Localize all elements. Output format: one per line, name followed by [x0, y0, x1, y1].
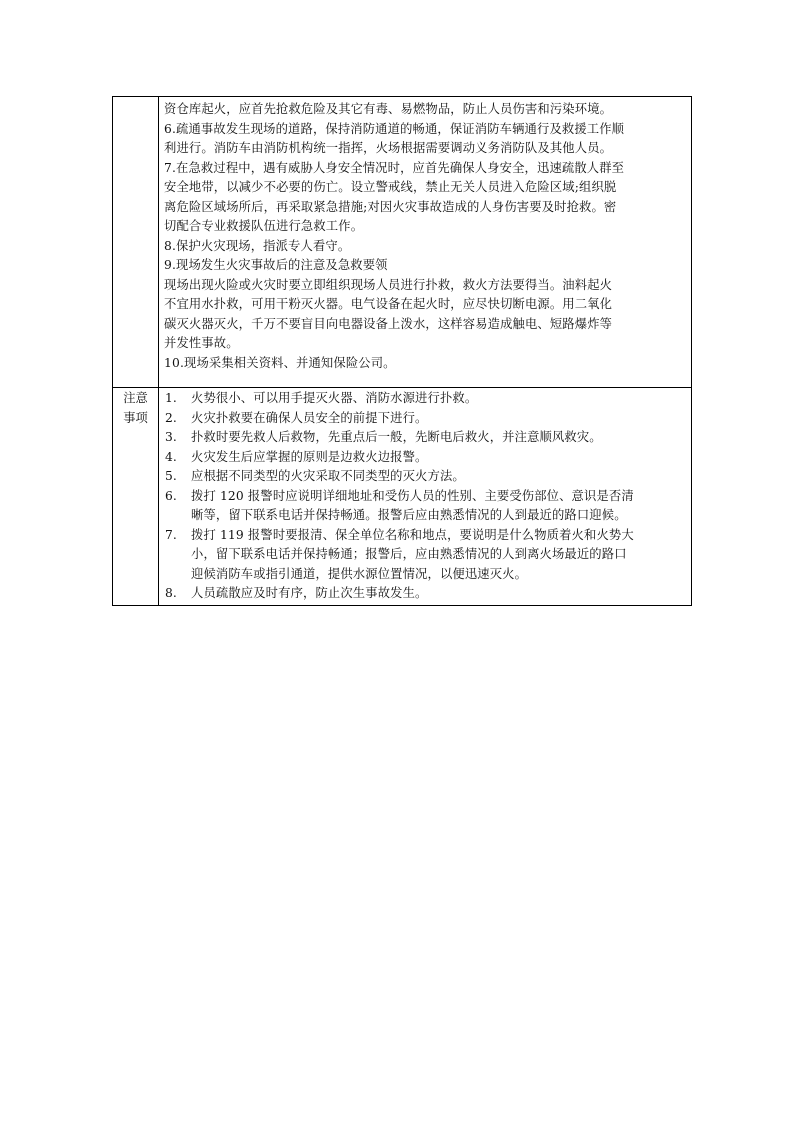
note-number: 6.	[165, 488, 177, 503]
procedure-line: 利进行。消防车由消防机构统一指挥，火场根据需要调动义务消防队及其他人员。	[164, 141, 613, 155]
notes-label-cell	[113, 388, 159, 606]
note-line: 火灾扑救要在确保人员安全的前提下进行。	[191, 410, 428, 425]
note-item	[165, 409, 685, 429]
note-line: 小，留下联系电话并保持畅通；报警后，应由熟悉情况的人到离火场最近的路口	[191, 547, 627, 561]
note-line: 人员疏散应及时有序，防止次生事故发生。	[191, 586, 428, 600]
note-item	[165, 487, 685, 526]
procedure-line: 资仓库起火，应首先抢救危险及其它有毒、易燃物品，防止人员伤害和污染环境。	[164, 102, 613, 116]
note-item	[165, 389, 685, 409]
procedure-line: 10.现场采集相关资料、并通知保险公司。	[164, 355, 396, 370]
note-item	[165, 428, 685, 448]
procedure-line: 7.在急救过程中，遇有威胁人身安全情况时，应首先确保人身安全，迅速疏散人群至	[164, 160, 625, 175]
table-row-notes	[113, 388, 692, 606]
note-number: 5.	[165, 469, 177, 483]
note-item	[165, 526, 685, 585]
note-number: 3.	[165, 430, 177, 444]
note-line: 扑救时要先救人后救物，先重点后一般，先断电后救火，并注意顺风救灾。	[191, 430, 602, 444]
note-line: 拨打 120 报警时应说明详细地址和受伤人员的性别、主要受伤部位、意识是否清	[191, 488, 634, 503]
procedure-line: 9.现场发生火灾事故后的注意及急救要领	[164, 258, 388, 272]
note-number: 7.	[165, 527, 177, 542]
procedure-line: 切配合专业救援队伍进行急救工作。	[164, 219, 364, 233]
procedure-line: 离危险区域场所后，再采取紧急措施;对因火灾事故造成的人身伤害要及时抢救。密	[164, 199, 617, 214]
note-number: 8.	[165, 586, 177, 600]
note-number: 4.	[165, 449, 177, 464]
procedures-cell	[159, 97, 692, 388]
procedure-line: 碳灭火器灭火，千万不要盲目向电器设备上泼水，这样容易造成触电、短路爆炸等	[164, 316, 613, 331]
notes-cell	[159, 388, 692, 606]
notes-label-line: 事项	[123, 410, 148, 425]
note-item	[165, 584, 685, 604]
note-item	[165, 448, 685, 468]
procedure-line: 不宜用水扑救，可用干粉灭火器。电气设备在起火时，应尽快切断电源。用二氧化	[164, 297, 613, 311]
notes-label-line: 注意	[123, 391, 148, 405]
note-number: 2.	[165, 410, 177, 425]
procedure-line: 安全地带，以减少不必要的伤亡。设立警戒线，禁止无关人员进入危险区域;组织脱	[164, 180, 617, 194]
note-line: 拨打 119 报警时要报清、保全单位名称和地点，要说明是什么物质着火和火势大	[191, 527, 634, 542]
empty-label-cell	[113, 97, 159, 388]
note-number: 1.	[165, 391, 177, 405]
table-row-procedures	[113, 97, 692, 388]
procedure-line: 8.保护火灾现场，指派专人看守。	[164, 238, 351, 253]
note-item	[165, 467, 685, 487]
procedure-line: 6.疏通事故发生现场的道路，保持消防通道的畅通，保证消防车辆通行及救援工作顺	[164, 121, 625, 136]
procedure-line: 现场出现火险或火灾时要立即组织现场人员进行扑救，救火方法要得当。油料起火	[164, 277, 613, 292]
procedure-line: 并发性事故。	[164, 336, 239, 350]
document-table	[112, 96, 692, 606]
note-line: 晰等，留下联系电话并保持畅通。报警后应由熟悉情况的人到最近的路口迎候。	[191, 508, 627, 522]
note-line: 迎候消防车或指引通道，提供水源位置情况，以便迅速灭火。	[191, 566, 528, 581]
note-line: 应根据不同类型的火灾采取不同类型的灭火方法。	[191, 469, 465, 483]
note-line: 火势很小、可以用手提灭火器、消防水源进行扑救。	[191, 391, 478, 405]
note-line: 火灾发生后应掌握的原则是边救火边报警。	[191, 449, 428, 464]
